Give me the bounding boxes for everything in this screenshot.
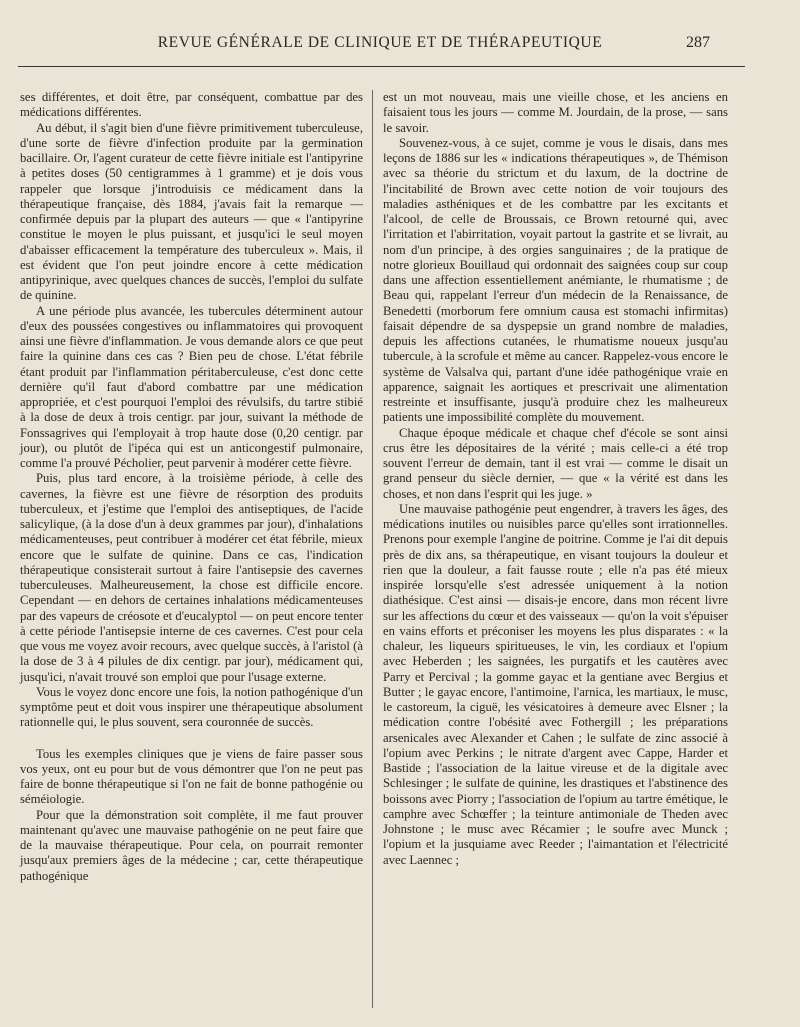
paragraph: Vous le voyez donc encore une fois, la notion pathogénique d'un symptôme peut et doit vous inspirer une thérapeutique absolument rationnelle qui, le plus souvent, sera couronnée de succès.: [20, 684, 363, 730]
paragraph: Au début, il s'agit bien d'une fièvre primitivement tuberculeuse, d'une sorte de fièvre d'infection produite par la germination bacillaire. Or, l'agent curateur de cette fièvre initiale est l'antipyrine à petites doses (50 centigrammes à 1 gramme) et je dois vous rappeler que lorsque j'introduisis ce médicament dans la thérapeutique française, dès 1884, j'avais fait la remarque — confirmée depuis par la plupart des auteurs — que « l'antipyrine constitue le moyen le plus puissant, et jusqu'ici le seul moyen d'abaisser efficacement la température des tuberculeux ». Mais, il est évident que l'on peut joindre encore à cette médication antipyrinique, avec quelques chances de succès, l'emploi du sulfate de quinine.: [20, 120, 363, 303]
right-column: [383, 90, 728, 868]
column-divider: [372, 90, 373, 1008]
header-rule: [18, 66, 745, 67]
paragraph: est un mot nouveau, mais une vieille chose, et les anciens en faisaient tous les jours — comme M. Jourdain, de la prose, — sans le savoir.: [383, 90, 728, 135]
paragraph: ses différentes, et doit être, par conséquent, combattue par des médications différentes.: [20, 90, 363, 120]
left-column: [20, 90, 363, 884]
page-number: 287: [686, 34, 710, 51]
page-header: [0, 34, 800, 64]
paragraph: Une mauvaise pathogénie peut engendrer, à travers les âges, des médications inutiles ou nuisibles parce qu'elles sont irrationnelles. Prenons pour exemple l'angine de poitrine. Comme je l'ai dit depuis près de dix ans, sa thérapeutique, en visant toujours la douleur et rien que la douleur, a fait fausse route ; elle n'a pas été mieux inspirée lorsqu'elle s'est adressée uniquement à la notion diathésique. C'est ainsi — disais-je encore, dans mon récent livre sur les affections du cœur et des vaisseaux — qu'on la voit s'épuiser en vains efforts et préconiser les moyens les plus disparates : « la chaleur, les liqueurs spiritueuses, le vin, les cordiaux et l'opium avec Heberden ; les saignées, les purgatifs et les cautères avec Parry et Percival ; la gomme gayac et la gentiane avec Bergius et Butter ; le gayac encore, l'antimoine, l'arnica, les martiaux, le musc, le castoreum, la ciguë, les vésicatoires à demeure avec Elsner ; la médication contre l'obésité avec Fothergill ; les préparations arsenicales avec Alexander et Cahen ; le sulfate de zinc associé à l'opium avec Perkins ; le nitrate d'argent avec Cappe, Harder et Bastide ; l'association de la laitue vireuse et de la digitale avec Schlesinger ; le sulfate de quinine, les drastiques et l'abstinence des boissons avec Piorry ; l'association de l'opium au tartre émétique, le camphre avec Schœffer ; la teinture antimoniale de Theden avec Johnstone ; le musc avec Récamier ; le soufre avec Munck ; l'opium et la jusquiame avec Reeder ; l'aimantation et l'électricité avec Laennec ;: [383, 501, 728, 867]
running-head: REVUE GÉNÉRALE DE CLINIQUE ET DE THÉRAPEUTIQUE: [157, 34, 603, 51]
paragraph: Tous les exemples cliniques que je viens de faire passer sous vos yeux, ont eu pour but de vous démontrer que l'on ne peut pas faire de bonne thérapeutique si l'on ne fait de bonne pathogénie ou séméiologie.: [20, 746, 363, 807]
paragraph: A une période plus avancée, les tubercules déterminent autour d'eux des poussées congestives ou inflammatoires qui provoquent ainsi une fièvre d'inflammation. Je vous demande alors ce que peut faire la quinine dans ces cas ? Bien peu de chose. L'état fébrile étant produit par l'inflammation péritaberculeuse, c'est donc cette dernière qu'il faut d'abord combattre par une médication appropriée, et c'est pourquoi l'emploi des révulsifs, du tartre stibié à la dose de deux à trois centigr. par jour, suivant la méthode de Fonssagrives qui l'employait à trop haute dose (0,20 centigr. par jour), ou plutôt de l'ipéca qui est un anticongestif pulmonaire, comme l'a prouvé Pécholier, peut parvenir à modérer cette fièvre.: [20, 303, 363, 470]
paragraph: Chaque époque médicale et chaque chef d'école se sont ainsi crus être les dépositaires de la vérité ; mais celle-ci a été trop souvent l'erreur de demain, tant il est vrai — comme le disait un grand penseur du siècle dernier, — que « la vérité est dans les choses, et non dans l'esprit qui les juge. »: [383, 425, 728, 501]
paragraph: Souvenez-vous, à ce sujet, comme je vous le disais, dans mes leçons de 1886 sur les « indications thérapeutiques », de Thémison avec sa théorie du strictum et du laxum, de la doctrine de l'incitabilité de Brown avec cette notion de voir toujours des maladies asthéniques et de les combattre par les excitants et l'alcool, de celle de Broussais, ce Brown retourné qui, avec l'irritation et l'abirritation, voyait partout la gastrite et se livrait, au nom d'un principe, à des orgies sanguinaires ; de la pratique de notre glorieux Bouillaud qui ordonnait des saignées coup sur coup dans une affection essentiellement anémiante, le rhumatisme ; de Beau qui, rappelant l'erreur d'un médecin de la Renaissance, de Benedetti (morborum fere omnium causa est stomachi infirmitas) faisait dépendre de sa dyspepsie un grand nombre de maladies, depuis les affections cutanées, le rhumatisme noueux jusqu'au tubercule, à la scrofule et même au cancer. Rappelez-vous encore le système de Valsalva qui, partant d'une idée pathogénique vraie en apparence, saignait les aortiques et prescrivait une alimentation restreinte et insuffisante, jusqu'à produire chez les malheureux patients une impossibilité complète du mouvement.: [383, 135, 728, 425]
paragraph: Puis, plus tard encore, à la troisième période, à celle des cavernes, la fièvre est une fièvre de résorption des produits tuberculeux, et j'estime que l'emploi des antiseptiques, de l'acide salicylique, (à la dose d'un à deux grammes par jour), d'inhalations médicamenteuses, peut contribuer à modérer cet état fébrile, mieux encore que le sulfate de quinine. Dans ce cas, l'indication thérapeutique consisterait surtout à faire l'antisepsie des cavernes tuberculeuses. Malheureusement, la chose est difficile encore. Cependant — en dehors de certaines inhalations médicamenteuses par des vapeurs de créosote et d'eucalyptol — on peut encore tenter à cette période l'antisepsie interne de ces cavernes. C'est pour cela que vous me voyez avoir recours, avec quelque succès, à l'aristol (à la dose de 3 à 4 pilules de dix centigr. par jour), médicament qui, jusqu'ici, n'avait trouvé son emploi que pour l'usage externe.: [20, 471, 363, 684]
paragraph: Pour que la démonstration soit complète, il me faut prouver maintenant qu'avec une mauvaise pathogénie on ne peut faire que de la mauvaise thérapeutique. Pour cela, on pourrait remonter jusqu'aux premiers âges de la médecine ; car, cette thérapeutique pathogénique: [20, 807, 363, 883]
